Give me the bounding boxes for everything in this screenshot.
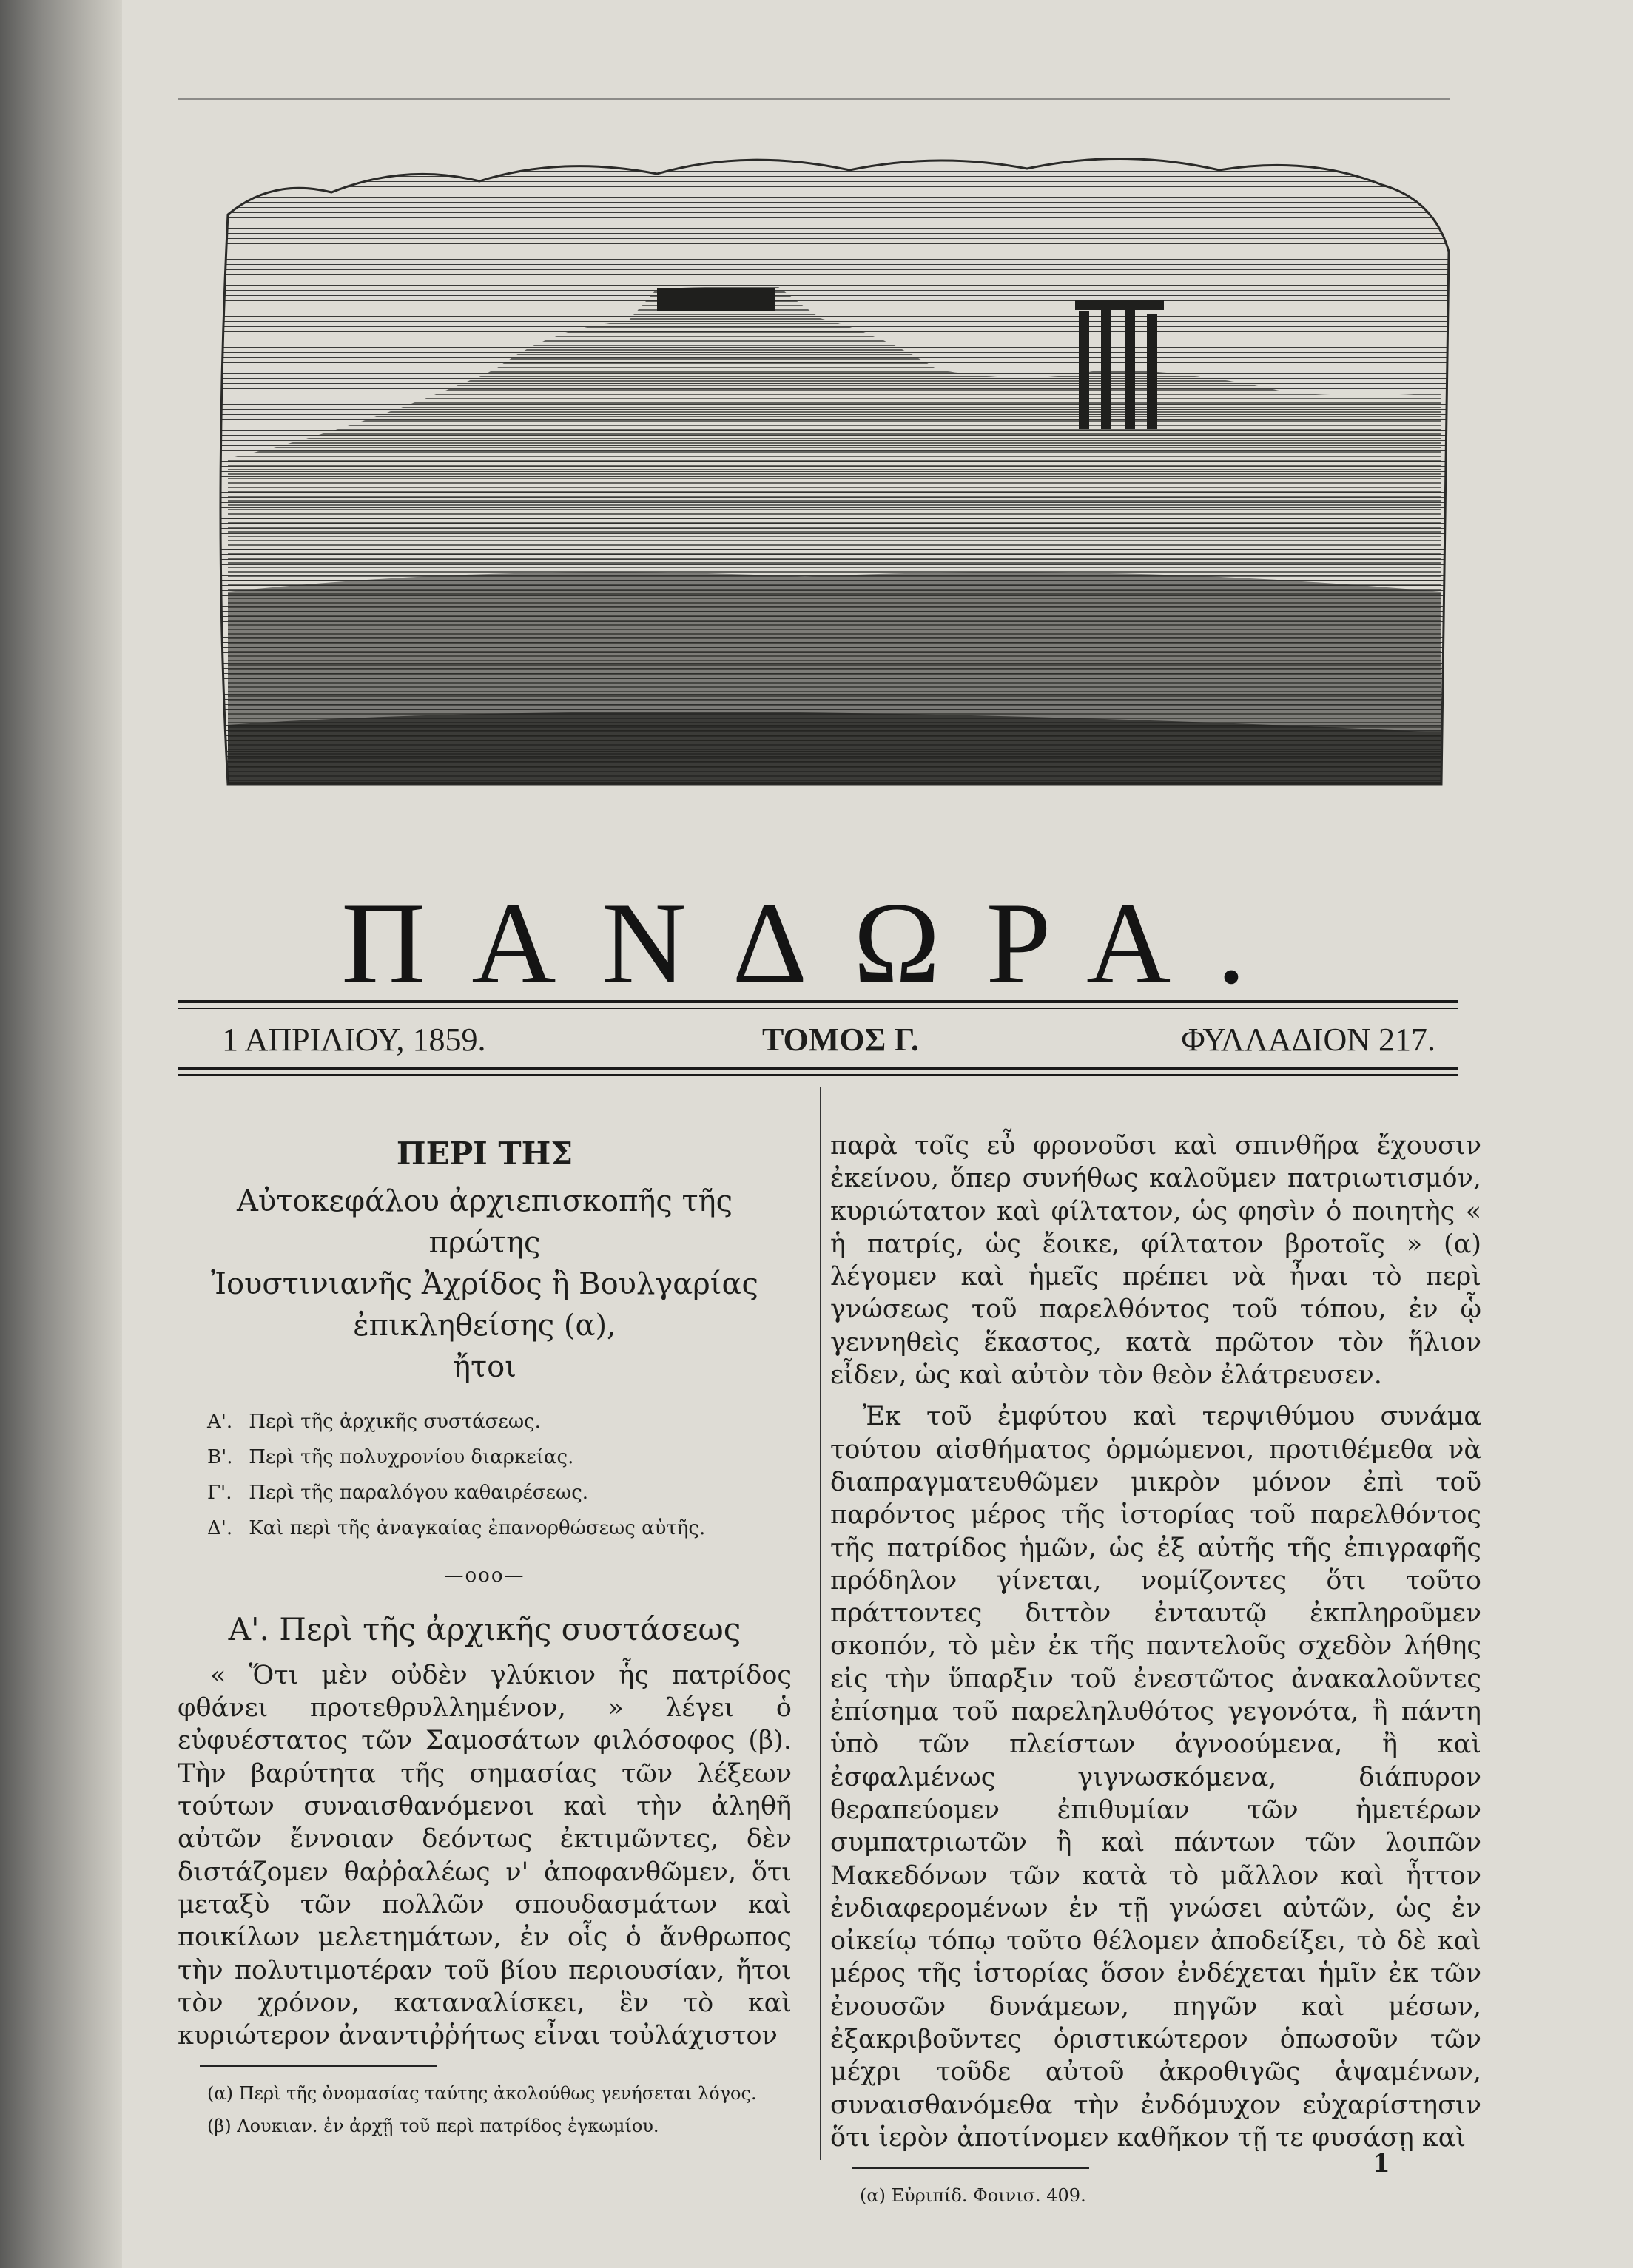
masthead-line — [222, 1021, 1435, 1065]
contents-num: Δ'. — [207, 1517, 233, 1540]
right-column — [830, 1130, 1481, 2212]
left-footnotes — [207, 2077, 792, 2142]
journal-title: ΠΑΝΔΩΡΑ. — [341, 879, 1292, 1008]
left-column — [178, 1102, 792, 2142]
contents-item — [207, 1404, 792, 1440]
left-body-paragraph: « Ὅτι μὲν οὐδὲν γλύκιον ἧς πατρίδος φθάνει προτεθρυλλημένον, » λέγει ὁ εὐφυέστατος τῶν Σαμοσάτων φιλόσοφος (β). Τὴν βαρύτητα τῆς σημασίας τῶν λέξεων τούτων συναισθανόμενοι καὶ τὴν ἀληθῆ αὐτῶν ἔννοιαν δεόντως ἐκτιμῶντες, δὲν διστάζομεν θαῤῥαλέως ν' ἀποφανθῶμεν, ὅτι μεταξὺ τῶν πολλῶν σπουδασμάτων καὶ ποικίλων μελετημάτων, ἐν οἷς ὁ ἄνθρωπος τὴν πολυτιμοτέραν τοῦ βίου περιουσίαν, ἤτοι τὸν χρόνον, καταναλίσκει, ἓν τὸ καὶ κυριώτερον ἀναντιῤῥήτως εἶναι τοὐλάχιστον — [178, 1660, 792, 2051]
right-body-paragraph: παρὰ τοῖς εὖ φρονοῦσι καὶ σπινθῆρα ἔχουσιν ἐκείνου, ὅπερ συνήθως καλοῦμεν πατριωτισμόν, κυριώτατον καὶ φίλτατον, ὡς φησὶν ὁ ποιητὴς « ἡ πατρίς, ὡς ἔοικε, φίλτατον βροτοῖς » (α) λέγομεν καὶ ἡμεῖς πρέπει νὰ ἦναι τὸ περὶ γνώσεως τοῦ παρελθόντος τοῦ τόπου, ἐν ᾧ γεννηθεὶς ἕκαστος, κατὰ πρῶτον τὸν ἥλιον εἶδεν, ὡς καὶ αὐτὸν τὸν θεὸν ἐλάτρευσεν. — [830, 1131, 1481, 1391]
contents-text: Περὶ τῆς πολυχρονίου διαρκείας. — [249, 1446, 574, 1469]
contents-num: Β'. — [207, 1446, 233, 1469]
footnote: (α) Εὐριπίδ. Φοινισ. 409. — [860, 2185, 1086, 2207]
acropolis-engraving — [213, 148, 1456, 799]
article-subheading-1: Αὐτοκεφάλου ἀρχιεπισκοπῆς τῆς πρώτης — [236, 1184, 733, 1260]
page-number: 1 — [1373, 2149, 1390, 2178]
contents-text: Καὶ περὶ τῆς ἀναγκαίας ἐπανορθώσεως αὐτῆς. — [249, 1517, 706, 1540]
book-binding-edge — [0, 0, 122, 2268]
column-divider — [820, 1087, 821, 2160]
contents-list — [207, 1404, 792, 1546]
article-heading: ΠΕΡΙ ΤΗΣ — [396, 1135, 573, 1172]
section-heading: Α'. Περὶ τῆς ἀρχικῆς συστάσεως — [228, 1610, 741, 1647]
issue-date: 1 ΑΠΡΙΛΙΟΥ, 1859. — [222, 1022, 486, 1058]
article-subheading-2: Ἰουστινιανῆς Ἀχρίδος ἢ Βουλγαρίας — [211, 1267, 758, 1302]
article-subheading-4: ἤτοι — [453, 1350, 516, 1385]
masthead-top-rule — [178, 1000, 1458, 1003]
right-footnotes — [860, 2179, 1481, 2212]
contents-text: Περὶ τῆς ἀρχικῆς συστάσεως. — [249, 1411, 541, 1434]
contents-num: Α'. — [207, 1411, 233, 1434]
contents-item — [207, 1511, 792, 1546]
top-faded-rule — [178, 98, 1450, 100]
contents-item — [207, 1440, 792, 1475]
contents-text: Περὶ τῆς παραλόγου καθαιρέσεως. — [249, 1482, 589, 1505]
footnote-rule — [200, 2065, 437, 2067]
masthead-top-rule-thin — [178, 1008, 1458, 1009]
contents-num: Γ'. — [207, 1482, 232, 1505]
contents-item — [207, 1475, 792, 1511]
issue-number: ΦΥΛΛΑΔΙΟΝ 217. — [1181, 1022, 1435, 1058]
footnote: (α) Περὶ τῆς ὀνομασίας ταύτης ἀκολούθως γενήσεται λόγος. — [207, 2083, 757, 2105]
right-body-paragraph: Ἐκ τοῦ ἐμφύτου καὶ τερψιθύμου συνάμα τούτου αἰσθήματος ὁρμώμενοι, προτιθέμεθα νὰ διαπραγματευθῶμεν μικρὸν μόνον ἐπὶ τοῦ παρόντος μέρος τῆς ἱστορίας τοῦ παρελθόντος τῆς πατρίδος ἡμῶν, ὡς ἐξ αὐτῆς τῆς ἐπιγραφῆς πρόδηλον γίνεται, νομίζοντες ὅτι τοῦτο πράττοντες διττὸν ἐνταυτῷ ἐκπληροῦμεν σκοπόν, τὸ μὲν ἐκ τῆς παντελοῦς σχεδὸν λήθης εἰς τὴν ὕπαρξιν τοῦ ἐνεστῶτος ἀνακαλοῦντες ἐπίσημα τοῦ παρεληλυθότος γεγονότα, ἢ πάντη ὑπὸ τῶν πλείστων ἀγνοούμενα, ἢ καὶ ἐσφαλμένως γιγνωσκόμενα, διάπυρον θεραπεύομεν ἐπιθυμίαν τῶν ἡμετέρων συμπατριωτῶν ἢ καὶ πάντων τῶν λοιπῶν Μακεδόνων τῶν κατὰ τὸ μᾶλλον καὶ ἧττον ἐνδιαφερομένων ἐν τῇ γνώσει αὐτῶν, ὡς ἐν οἰκείῳ τόπῳ τοῦτο θέλομεν ἀποδείξει, τὸ δὲ καὶ μέρος τῆς ἱστορίας ὅσον ἐνδέχεται ἡμῖν ἐκ τῶν ἐνουσῶν δυνάμεων, πηγῶν καὶ μέσων, ἐξακριβοῦντες ὁριστικώτερον ὁπωσοῦν τῶν μέχρι τοῦδε αὐτοῦ ἀκροθιγῶς ἁψαμένων, συναισθανόμεθα τὴν ἐνδόμυχον εὐχαρίστησιν ὅτι ἱερὸν ἀποτίνομεν καθῆκον τῇ τε φυσάσῃ καὶ — [830, 1402, 1481, 2153]
masthead-bottom-rule — [178, 1067, 1458, 1070]
volume-number: ΤΟΜΟΣ Γ. — [762, 1022, 919, 1058]
ornament-divider: —οοο— — [444, 1565, 525, 1587]
article-subheading-3: ἐπικληθείσης (α), — [353, 1309, 616, 1343]
footnote: (β) Λουκιαν. ἐν ἀρχῇ τοῦ περὶ πατρίδος ἐγκωμίου. — [207, 2116, 659, 2137]
footnote-rule — [852, 2167, 1089, 2169]
masthead-bottom-rule-thin — [178, 1074, 1458, 1076]
